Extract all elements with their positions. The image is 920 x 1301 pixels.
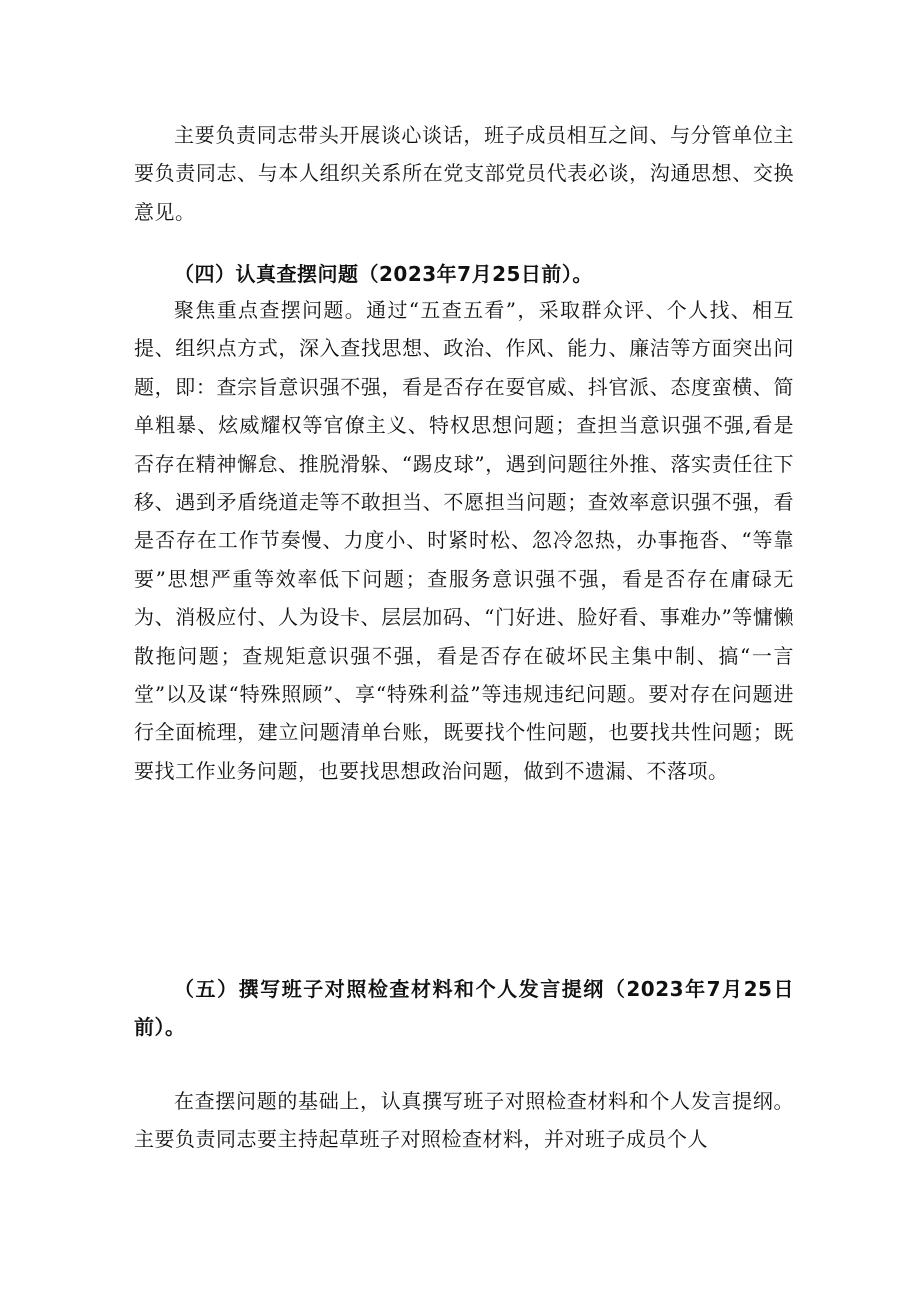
paragraph-five: 在查摆问题的基础上，认真撰写班子对照检查材料和个人发言提纲。主要负责同志要主持起草班子对照检查材料，并对班子成员个人: [134, 1089, 794, 1152]
heading-four: （四）认真查摆问题（2023年7月25日前）。: [174, 262, 593, 286]
document-body-intro: [134, 116, 794, 231]
document-section-five-body: [134, 1082, 794, 1159]
document-section-four-body: [134, 291, 794, 790]
paragraph-intro: 主要负责同志带头开展谈心谈话，班子成员相互之间、与分管单位主要负责同志、与本人组织关系所在党支部党员代表必谈，沟通思想、交换意见。: [134, 123, 794, 224]
document-section-five-heading: [134, 970, 794, 1047]
heading-five: （五）撰写班子对照检查材料和个人发言提纲（2023年7月25日前）。: [134, 977, 794, 1040]
paragraph-four: 聚焦重点查摆问题。通过“五查五看”，采取群众评、个人找、相互提、组织点方式，深入查找思想、政治、作风、能力、廉洁等方面突出问题，即：查宗旨意识强不强，看是否存在耍官威、抖官派、态度蛮横、简单粗暴、炫威耀权等官僚主义、特权思想问题；查担当意识强不强,看是否存在精神懈怠、推脱滑躲、“踢皮球”，遇到问题往外推、落实责任往下移、遇到矛盾绕道走等不敢担当、不愿担当问题；查效率意识强不强，看是否存在工作节奏慢、力度小、时紧时松、忽冷忽热，办事拖沓、“等靠要”思想严重等效率低下问题；查服务意识强不强，看是否存在庸碌无为、消极应付、人为设卡、层层加码、“门好进、脸好看、事难办”等慵懒散拖问题；查规矩意识强不强，看是否存在破坏民主集中制、搞“一言堂”以及谋“特殊照顾”、享“特殊利益”等违规违纪问题。要对存在问题进行全面梳理，建立问题清单台账，既要找个性问题，也要找共性问题；既要找工作业务问题，也要找思想政治问题，做到不遗漏、不落项。: [134, 298, 794, 783]
document-section-four-heading: [134, 255, 794, 293]
